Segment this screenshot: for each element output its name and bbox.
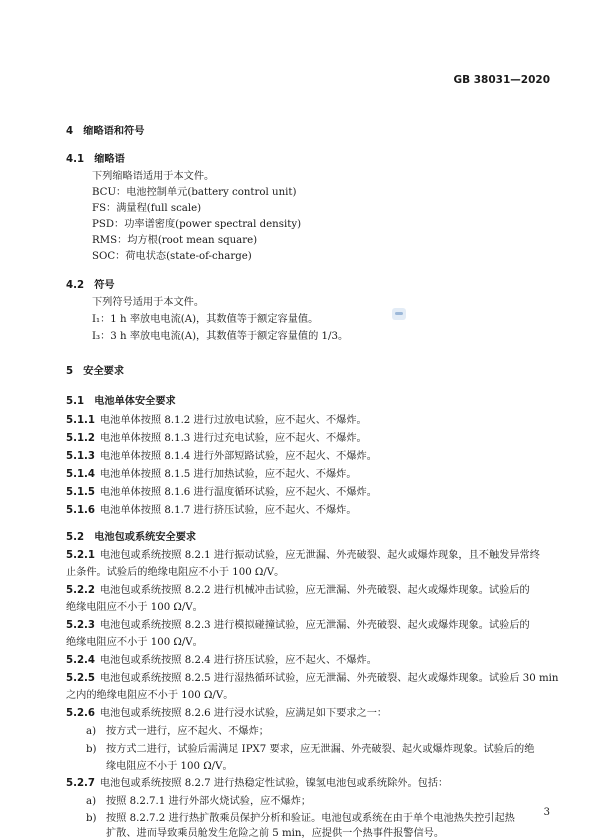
clause-line: 5.2.5 电池包或系统按照 8.2.5 进行湿热循环试验，应无泄漏、外壳破裂、起火或爆炸现象。试验后 30 min [66, 673, 559, 684]
section-4-1-title: 4.1 缩略语 [66, 154, 125, 165]
clause-line: 5.1.5 电池单体按照 8.1.6 进行温度循环试验，应不起火、不爆炸。 [66, 487, 377, 498]
watermark-logo [392, 308, 406, 320]
standard-number: GB 38031—2020 [453, 74, 550, 86]
abbr-item: SOC：荷电状态(state-of-charge) [92, 251, 252, 262]
page-number: 3 [543, 807, 550, 818]
clause-line: 5.1.3 电池单体按照 8.1.4 进行外部短路试验，应不起火、不爆炸。 [66, 451, 377, 462]
section-4-title: 4 缩略语和符号 [66, 126, 145, 137]
clause-line: 之内的绝缘电阻应不小于 100 Ω/V。 [66, 690, 234, 701]
clause-line: 5.2.2 电池包或系统按照 8.2.2 进行机械冲击试验，应无泄漏、外壳破裂、起火或爆炸现象。试验后的 [66, 585, 530, 596]
clause-line: 绝缘电阻应不小于 100 Ω/V。 [66, 602, 203, 613]
clause-line: 5.2.7 电池包或系统按照 8.2.7 进行热稳定性试验，镍氢电池包或系统除外。包括： [66, 778, 449, 789]
list-item-line: 扩散、进而导致乘员舱发生危险之前 5 min，应提供一个热事件报警信号。 [106, 828, 445, 839]
list-item-line: b) 按照 8.2.7.2 进行热扩散乘员保护分析和验证。电池包或系统在由于单个电池热失控引起热 [86, 813, 515, 824]
clause-line: 5.2.3 电池包或系统按照 8.2.3 进行模拟碰撞试验，应无泄漏、外壳破裂、起火或爆炸现象。试验后的 [66, 620, 530, 631]
clause-line: 5.1.1 电池单体按照 8.1.2 进行过放电试验，应不起火、不爆炸。 [66, 415, 367, 426]
section-5-title: 5 安全要求 [66, 366, 125, 377]
section-4-1-intro: 下列缩略语适用于本文件。 [92, 171, 215, 182]
abbr-item: PSD：功率谱密度(power spectral density) [92, 219, 302, 230]
section-5-2-title: 5.2 电池包或系统安全要求 [66, 532, 197, 543]
clause-line: 止条件。试验后的绝缘电阻应不小于 100 Ω/V。 [66, 567, 285, 578]
clause-line: 绝缘电阻应不小于 100 Ω/V。 [66, 637, 203, 648]
list-item-line: a) 按方式一进行，应不起火、不爆炸； [86, 726, 269, 737]
clause-line: 5.1.2 电池单体按照 8.1.3 进行过充电试验，应不起火、不爆炸。 [66, 433, 367, 444]
abbr-item: FS：满量程(full scale) [92, 203, 202, 214]
clause-line: 5.1.4 电池单体按照 8.1.5 进行加热试验，应不起火、不爆炸。 [66, 469, 357, 480]
clause-line: 5.2.4 电池包或系统按照 8.2.4 进行挤压试验，应不起火、不爆炸。 [66, 655, 377, 666]
abbr-item: RMS：均方根(root mean square) [92, 235, 258, 246]
list-item-line: 缘电阻应不小于 100 Ω/V。 [106, 761, 233, 772]
clause-line: 5.2.6 电池包或系统按照 8.2.6 进行浸水试验，应满足如下要求之一： [66, 708, 388, 719]
section-4-2-title: 4.2 符号 [66, 280, 115, 291]
symbol-item: I₁：1 h 率放电电流(A)，其数值等于额定容量值。 [92, 314, 319, 325]
clause-line: 5.1.6 电池单体按照 8.1.7 进行挤压试验，应不起火、不爆炸。 [66, 505, 357, 516]
abbr-item: BCU：电池控制单元(battery control unit) [92, 187, 297, 198]
section-5-1-title: 5.1 电池单体安全要求 [66, 396, 176, 407]
section-4-2-intro: 下列符号适用于本文件。 [92, 297, 205, 308]
symbol-item: I₃：3 h 率放电电流(A)，其数值等于额定容量值的 1/3。 [92, 331, 349, 342]
list-item-line: b) 按方式二进行，试验后需满足 IPX7 要求，应无泄漏、外壳破裂、起火或爆炸现象。试验后的绝 [86, 744, 535, 755]
list-item-line: a) 按照 8.2.7.1 进行外部火烧试验，应不爆炸； [86, 796, 312, 807]
clause-line: 5.2.1 电池包或系统按照 8.2.1 进行振动试验，应无泄漏、外壳破裂、起火或爆炸现象，且不触发异常终 [66, 550, 540, 561]
